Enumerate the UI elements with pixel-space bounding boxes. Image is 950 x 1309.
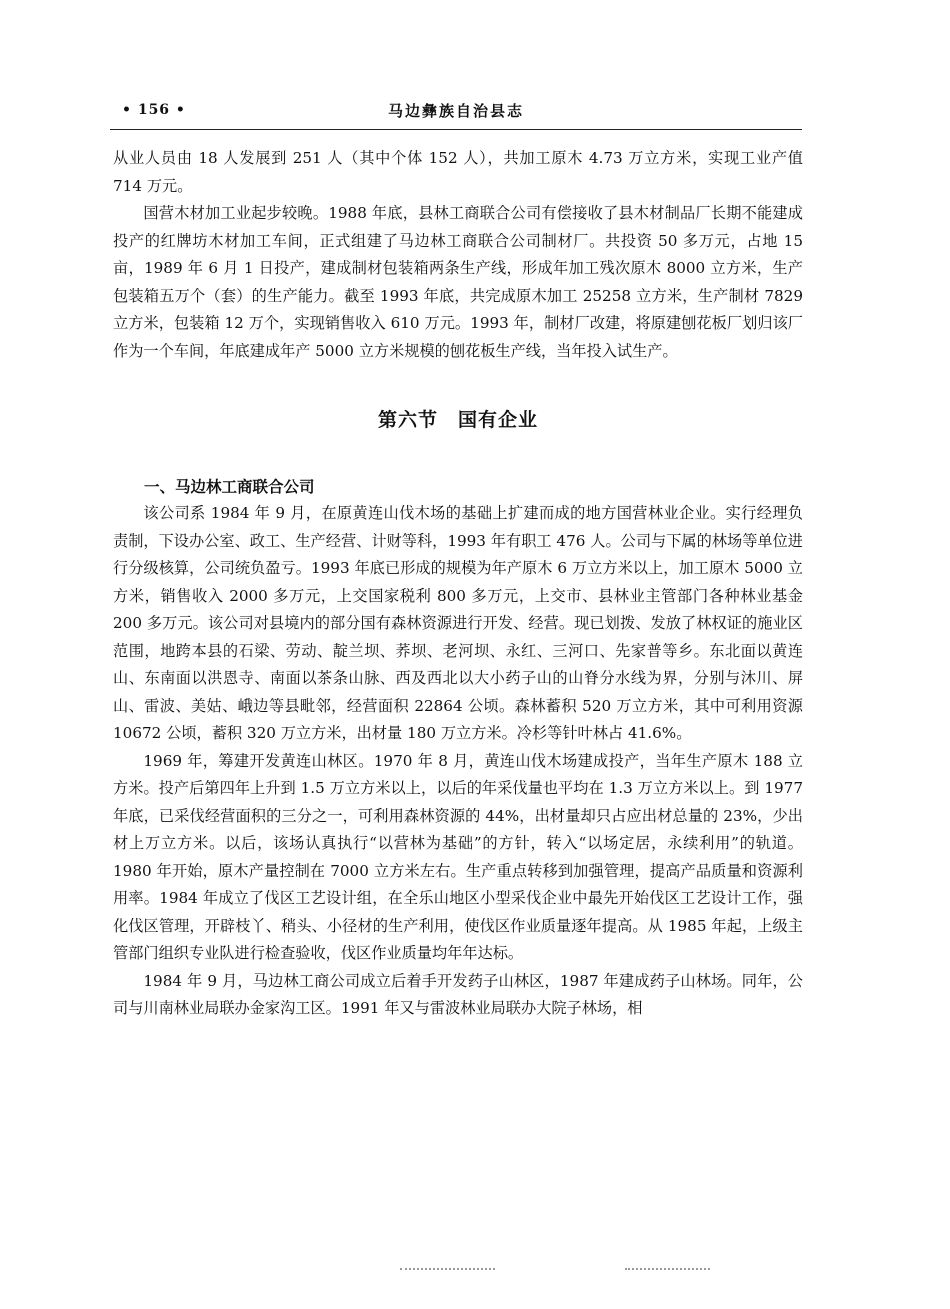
running-title: 马边彝族自治县志 (387, 102, 524, 120)
section-title: 第六节 国有企业 (377, 409, 538, 431)
paragraph-wood-processing: 国营木材加工业起步较晚。1988 年底，县林工商联合公司有偿接收了县木材制品厂长期不能建成投产的红牌坊木材加工车间，正式组建了马边林工商联合公司制材厂。共投资 50 多万元，占地 15 亩，1989 年 6 月 1 日投产，建成制材包装箱两条生产线，形成年加工残次原木 8000 立方米，生产包装箱五万个（套）的生产能力。截至 1993 年底，共完成原木加工 25258 立方米，生产制材 7829 立方米，包装箱 12 万个，实现销售收入 610 万元。1993 年，制材厂改建，将原建刨花板厂划归该厂作为一个车间，年底建成年产 5000 立方米规模的刨花板生产线，当年投入试生产。 (113, 204, 803, 360)
paragraph-company-overview: 该公司系 1984 年 9 月，在原黄连山伐木场的基础上扩建而成的地方国营林业企业。实行经理负责制，下设办公室、政工、生产经营、计财等科，1993 年有职工 476 人。公司与下属的林场等单位进行分级核算，公司统负盈亏。1993 年底已形成的规模为年产原木 6 万立方米以上，加工原木 5000 立方米，销售收入 2000 多万元，上交国家税利 800 多万元，上交市、县林业主管部门各种林业基金 200 多万元。该公司对县境内的部分国有森林资源进行开发、经营。现已划拨、发放了林权证的施业区范围，地跨本县的石梁、劳动、靛兰坝、荞坝、老河坝、永红、三河口、先家普等乡。东北面以黄连山、东南面以洪恩寺、南面以茶条山脉、西及西北以大小药子山的山脊分水线为界，分别与沐川、屏山、雷波、美姑、峨边等县毗邻，经营面积 22864 公顷。森林蓄积 520 万立方米，其中可利用资源 10672 公顷，蓄积 320 万立方米，出材量 180 万立方米。冷杉等针叶林占 41.6%。 (113, 504, 803, 742)
scan-mark (625, 1268, 710, 1273)
paragraph-huanglianshan: 1969 年，筹建开发黄连山林区。1970 年 8 月，黄连山伐木场建成投产，当年生产原木 188 立方米。投产后第四年上升到 1.5 万立方米以上，以后的年采伐量也平均在 1.3 万立方米以上。到 1977 年底，已采伐经营面积的三分之一，可利用森林资源的 44%，出材量却只占应出材总量的 23%，少出材上万立方米。以后，该场认真执行“以营林为基础”的方针，转入“以场定居，永续利用”的轨道。1980 年开始，原木产量控制在 7000 立方米左右。生产重点转移到加强管理，提高产品质量和资源利用率。1984 年成立了伐区工艺设计组，在全乐山地区小型采伐企业中最先开始伐区工艺设计工作，强化伐区管理，开辟枝丫、稍头、小径材的生产利用，使伐区作业质量逐年提高。从 1985 年起，上级主管部门组织专业队进行检查验收，伐区作业质量均年年达标。 (113, 751, 803, 962)
paragraph-continued: 从业人员由 18 人发展到 251 人（其中个体 152 人），共加工原木 4.73 万立方米，实现工业产值 714 万元。 (113, 149, 803, 195)
scan-mark (400, 1268, 495, 1273)
scan-artifacts (0, 1268, 950, 1274)
header-rule (110, 129, 802, 130)
page-number: • 156 • (122, 102, 186, 118)
page-header (110, 100, 802, 126)
subsection-title: 一、马边林工商联合公司 (144, 476, 315, 496)
paragraph-yaozishan: 1984 年 9 月，马边林工商公司成立后着手开发药子山林区，1987 年建成药子山林场。同年，公司与川南林业局联办金家沟工区。1991 年又与雷波林业局联办大院子林场，相 (113, 971, 803, 1017)
page-body (113, 145, 803, 1023)
